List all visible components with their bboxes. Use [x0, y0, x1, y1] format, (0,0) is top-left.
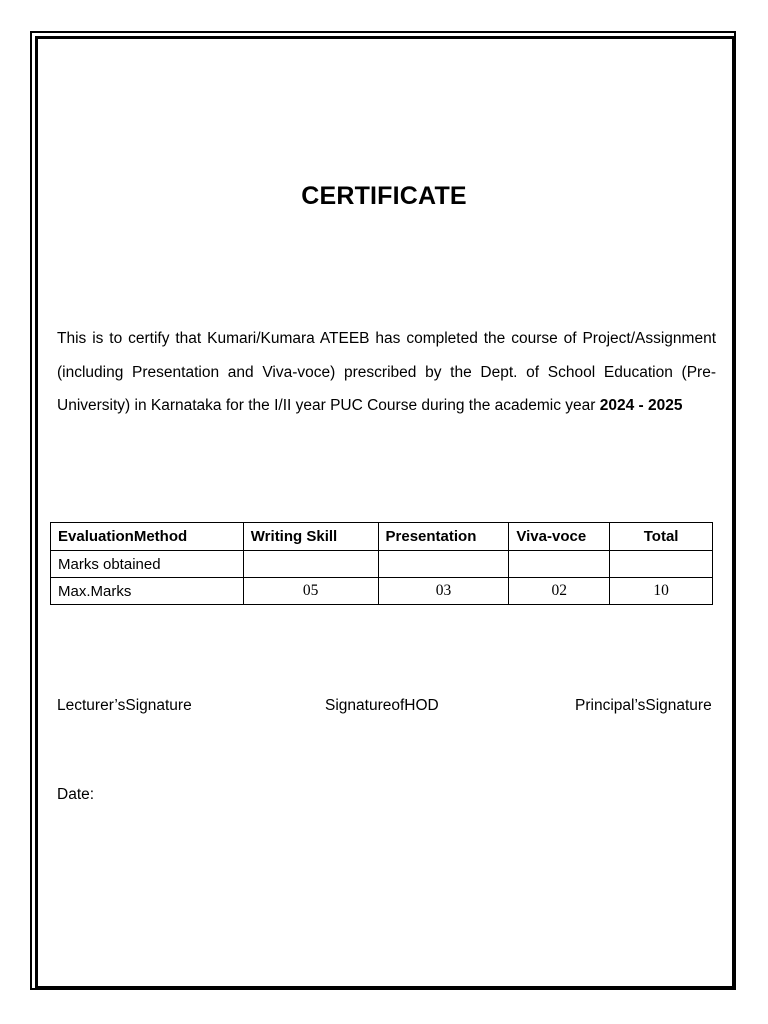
cell-writing-skill: 05 — [243, 578, 378, 605]
table-row-max-marks — [51, 578, 713, 605]
certificate-body-text: This is to certify that Kumari/Kumara ATEEB has completed the course of Project/Assignment (including Presentation and Viva-voce) prescribed by the Dept. of School Education (Pre-University) in Karnataka for the I/II year PUC Course during the academic year — [57, 330, 716, 415]
marks-table — [50, 522, 713, 605]
table-row-marks-obtained — [51, 551, 713, 578]
principal-signature-label: Principal’sSignature — [575, 697, 712, 714]
certificate-title: CERTIFICATE — [301, 182, 467, 210]
date-label: Date: — [57, 786, 95, 803]
cell-total: 10 — [610, 578, 713, 605]
hod-signature-label: SignatureofHOD — [325, 697, 439, 714]
header-writing-skill: Writing Skill — [243, 523, 378, 551]
academic-year: 2024 - 2025 — [599, 397, 683, 415]
table-header-row — [51, 523, 713, 551]
cell-writing-skill — [243, 551, 378, 578]
cell-presentation — [378, 551, 509, 578]
header-viva-voce: Viva-voce — [509, 523, 610, 551]
cell-viva-voce: 02 — [509, 578, 610, 605]
lecturer-signature-label: Lecturer’sSignature — [57, 697, 192, 714]
cell-total — [610, 551, 713, 578]
header-total: Total — [610, 523, 713, 551]
header-evaluation-method: EvaluationMethod — [51, 523, 244, 551]
row-label: Marks obtained — [51, 551, 244, 578]
row-label: Max.Marks — [51, 578, 244, 605]
cell-presentation: 03 — [378, 578, 509, 605]
header-presentation: Presentation — [378, 523, 509, 551]
page-border-inner — [35, 36, 735, 989]
cell-viva-voce — [509, 551, 610, 578]
certificate-body — [57, 322, 716, 423]
